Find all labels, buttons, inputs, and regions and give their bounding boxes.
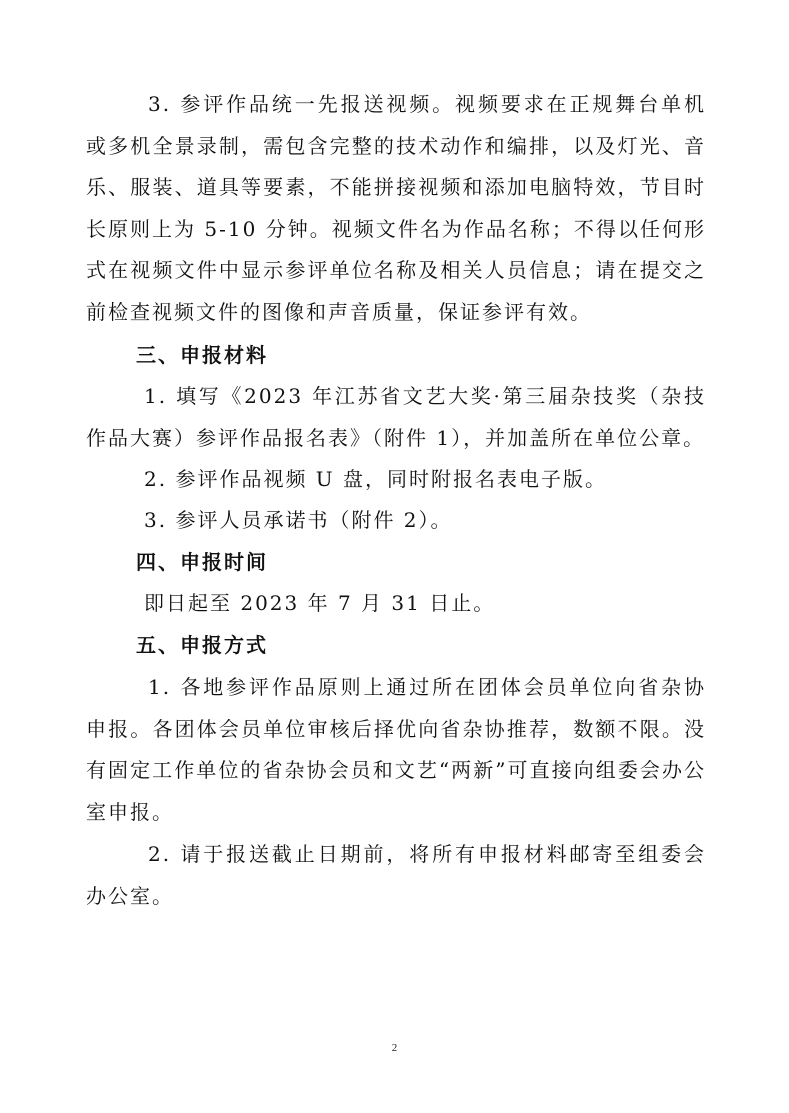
paragraph-material-2: 2. 参评作品视频 U 盘，同时附报名表电子版。	[144, 467, 608, 491]
paragraph-material-3: 3. 参评人员承诺书（附件 2）。	[144, 508, 453, 532]
paragraph-material-1: 1. 填写《2023 年江苏省文艺大奖·第三届杂技奖（杂技作品大赛）参评作品报名表》（附件 1），并加盖所在单位公章。	[86, 384, 706, 450]
paragraph-time: 即日起至 2023 年 7 月 31 日止。	[144, 591, 496, 615]
section-heading-time: 四、申报时间	[136, 550, 268, 574]
section-heading-materials: 三、申报材料	[136, 343, 268, 367]
paragraph-method-1: 1. 各地参评作品原则上通过所在团体会员单位向省杂协申报。各团体会员单位审核后择优向省杂协推荐，数额不限。没有固定工作单位的省杂协会员和文艺“两新”可直接向组委会办公室申报。	[86, 675, 706, 824]
paragraph-video-requirements: 3. 参评作品统一先报送视频。视频要求在正规舞台单机或多机全景录制，需包含完整的技术动作和编排，以及灯光、音乐、服装、道具等要素，不能拼接视频和添加电脑特效，节目时长原则上为 5-10 分钟。视频文件名为作品名称；不得以任何形式在视频文件中显示参评单位名称及相关人员信息；请在提交之前检查视频文件的图像和声音质量，保证参评有效。	[86, 92, 706, 324]
section-heading-method: 五、申报方式	[136, 633, 268, 657]
paragraph-method-2: 2. 请于报送截止日期前，将所有申报材料邮寄至组委会办公室。	[86, 842, 706, 908]
page-number: 2	[391, 1042, 398, 1054]
